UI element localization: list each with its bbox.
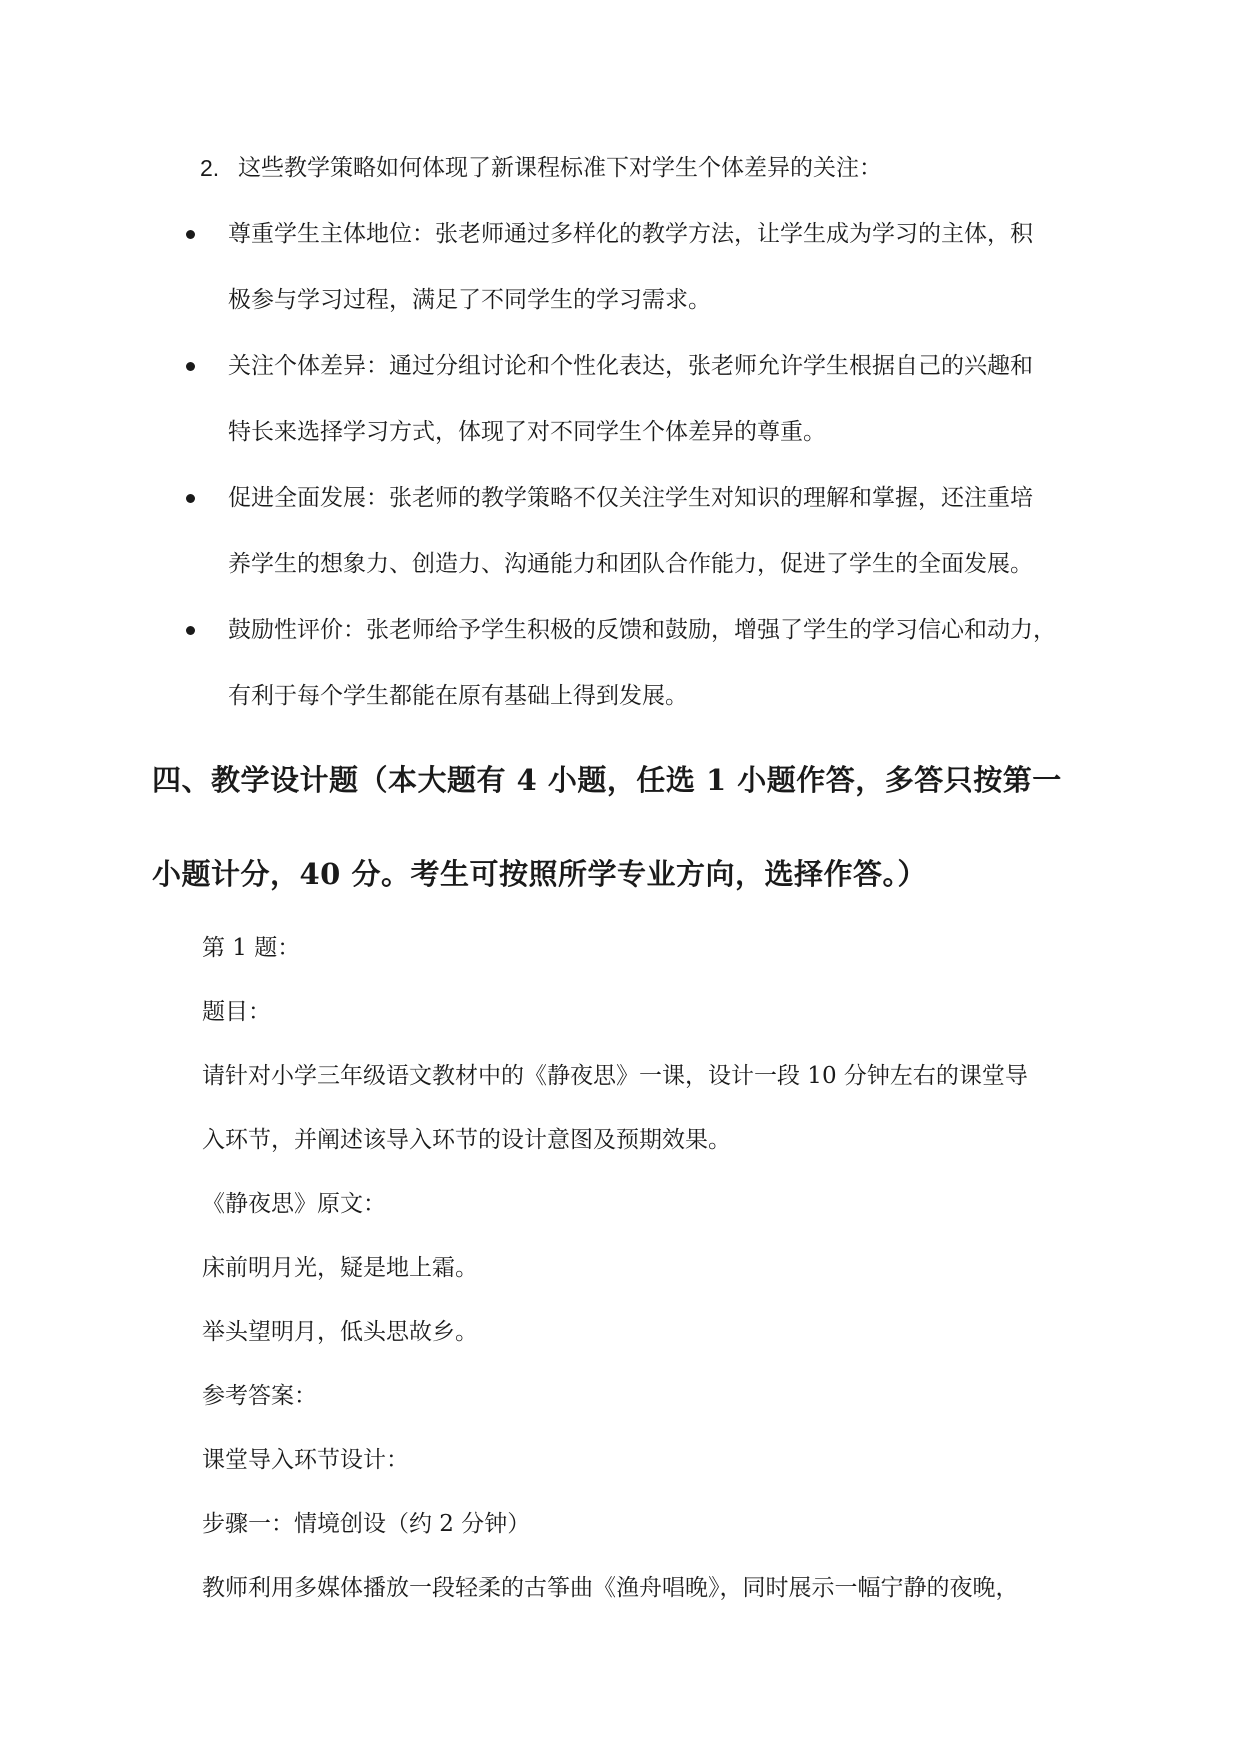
bullet-2-line-2: 特长来选择学习方式，体现了对不同学生个体差异的尊重。: [228, 419, 826, 445]
poem-title: 《静夜思》原文：: [202, 1191, 386, 1217]
item-number: 2.: [200, 155, 220, 181]
bullet-dot: [186, 230, 195, 239]
question-label: 第 1 题：: [202, 935, 301, 961]
answer-label: 参考答案：: [202, 1383, 317, 1409]
bullet-4-line-1: 鼓励性评价：张老师给予学生积极的反馈和鼓励，增强了学生的学习信心和动力，: [228, 617, 1056, 643]
section-heading-line-2: 小题计分，40 分。考生可按照所学专业方向，选择作答。）: [152, 857, 927, 891]
step-1-text: 教师利用多媒体播放一段轻柔的古筝曲《渔舟唱晚》，同时展示一幅宁静的夜晚，: [202, 1575, 1019, 1601]
bullet-dot: [186, 626, 195, 635]
bullet-1-line-1: 尊重学生主体地位：张老师通过多样化的教学方法，让学生成为学习的主体，积: [228, 221, 1033, 247]
bullet-4-line-2: 有利于每个学生都能在原有基础上得到发展。: [228, 683, 688, 709]
bullet-3-line-1: 促进全面发展：张老师的教学策略不仅关注学生对知识的理解和掌握，还注重培: [228, 485, 1033, 511]
bullet-2-line-1: 关注个体差异：通过分组讨论和个性化表达，张老师允许学生根据自己的兴趣和: [228, 353, 1033, 379]
bullet-3-line-2: 养学生的想象力、创造力、沟通能力和团队合作能力，促进了学生的全面发展。: [228, 551, 1033, 577]
poem-line-1: 床前明月光，疑是地上霜。: [202, 1255, 478, 1281]
bullet-dot: [186, 494, 195, 503]
question-prompt-line-1: 请针对小学三年级语文教材中的《静夜思》一课，设计一段 10 分钟左右的课堂导: [202, 1063, 1028, 1089]
step-1-heading: 步骤一：情境创设（约 2 分钟）: [202, 1511, 531, 1537]
bullet-1-line-2: 极参与学习过程，满足了不同学生的学习需求。: [228, 287, 711, 313]
poem-line-2: 举头望明月，低头思故乡。: [202, 1319, 478, 1345]
question-prompt-line-2: 入环节，并阐述该导入环节的设计意图及预期效果。: [202, 1127, 731, 1153]
design-label: 课堂导入环节设计：: [202, 1447, 409, 1473]
item-question-text: 这些教学策略如何体现了新课程标准下对学生个体差异的关注：: [238, 155, 882, 181]
section-heading-line-1: 四、教学设计题（本大题有 4 小题，任选 1 小题作答，多答只按第一: [152, 763, 1062, 797]
bullet-dot: [186, 362, 195, 371]
question-title-label: 题目：: [202, 999, 271, 1025]
